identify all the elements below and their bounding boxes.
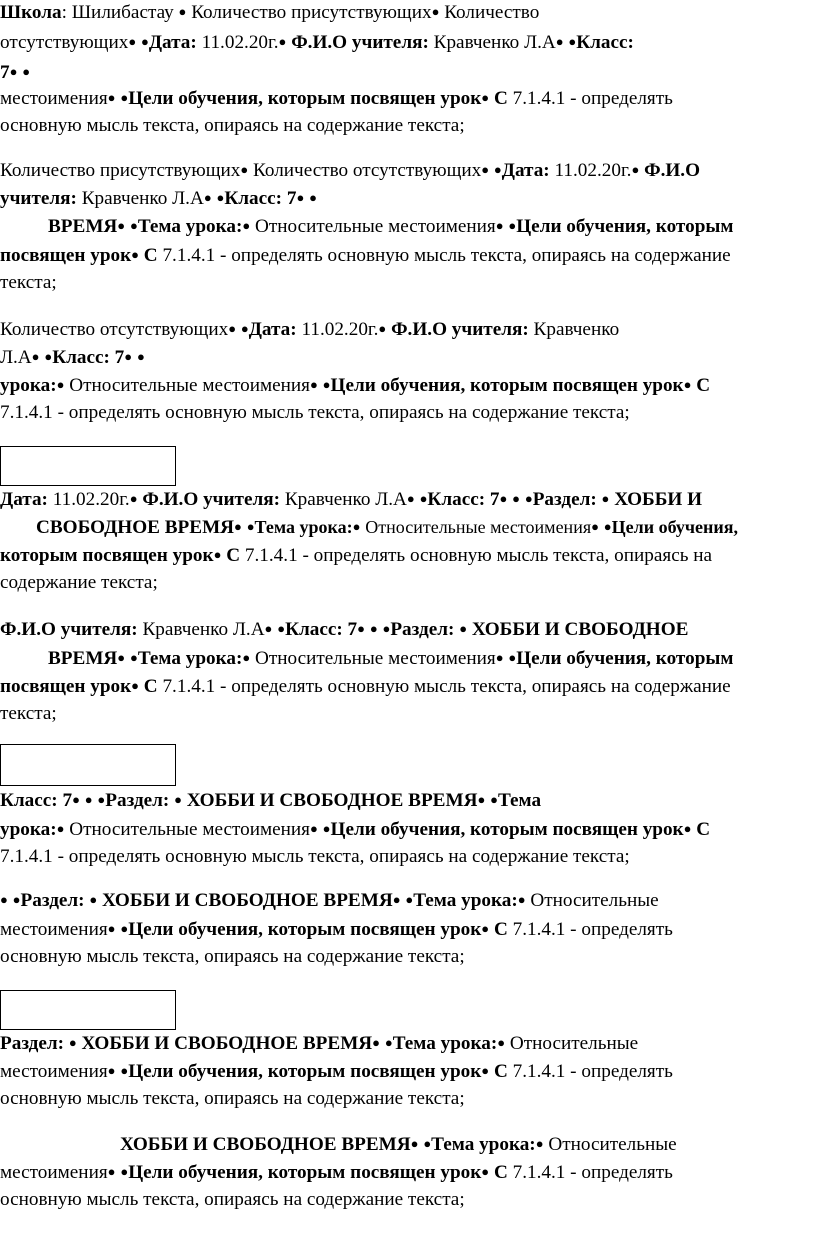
bullet-icon: ● — [603, 519, 612, 534]
class-full: Класс: 7 — [427, 489, 500, 510]
goals-code: С — [696, 819, 711, 840]
bullet-icon: ● — [382, 621, 391, 636]
bullet-icon: ● — [117, 650, 126, 665]
line — [0, 158, 700, 183]
teacher-label-b: учителя: — [0, 188, 77, 209]
bullet-icon: ● — [481, 1164, 490, 1179]
date-value: 11.02.20г. — [554, 160, 632, 181]
goals-label: Цели обучения, которым посвящен урок — [128, 919, 482, 940]
bullet-icon: ● — [372, 1035, 381, 1050]
line — [0, 317, 619, 342]
line — [0, 0, 539, 25]
line — [0, 60, 30, 85]
bullet-icon: ● — [524, 491, 533, 506]
section-value: ВРЕМЯ — [48, 648, 118, 669]
topic-value: местоимения — [0, 1162, 108, 1183]
line — [120, 1132, 677, 1157]
section-label: Раздел: — [0, 1033, 65, 1054]
section-value: ХОББИ И — [614, 489, 703, 510]
bullet-icon: ● — [499, 491, 508, 506]
goals-text: 7.1.4.1 - определять основную мысль текста, опираясь на содержание текста; — [0, 402, 630, 423]
goals-code: С — [493, 919, 508, 940]
bullet-icon: ● — [405, 892, 414, 907]
teacher-value: Кравченко Л.А — [284, 489, 407, 510]
goals-label: которым посвящен урок — [0, 545, 214, 566]
bullet-icon: ● — [406, 491, 415, 506]
date-label: Дата: — [248, 319, 297, 340]
goals-label: Цели обучения, которым — [516, 648, 734, 669]
bullet-icon: ● — [240, 321, 249, 336]
section-value: ХОББИ И СВОБОДНОЕ ВРЕМЯ — [186, 790, 478, 811]
line — [48, 214, 733, 239]
teacher-label: Ф.И.О учителя: — [0, 619, 138, 640]
line — [48, 646, 733, 671]
section-value: ХОББИ И СВОБОДНОЕ ВРЕМЯ — [102, 890, 393, 911]
bullet-icon: ● — [322, 821, 331, 836]
bullet-icon: ● — [178, 4, 187, 19]
topic-value: местоимения — [0, 88, 108, 109]
teacher-label: Ф.И.О учителя: — [291, 32, 429, 53]
bullet-icon: ● — [384, 1035, 393, 1050]
bullet-icon: ● — [56, 821, 65, 836]
bullet-icon: ● — [120, 90, 129, 105]
line — [0, 571, 158, 595]
bullet-icon: ● — [120, 1063, 129, 1078]
bullet-icon: ● — [568, 34, 577, 49]
bullet-icon: ● — [296, 190, 305, 205]
line — [0, 487, 702, 512]
bullet-icon: ● — [423, 1136, 432, 1151]
goals-label: Цели обучения, которым посвящен урок — [128, 1061, 482, 1082]
class-value: 7 — [0, 62, 10, 83]
bullet-icon: ● — [310, 377, 318, 392]
bullet-icon: ● — [107, 90, 116, 105]
bullet-icon: ● — [481, 921, 490, 936]
bullet-icon: ● — [508, 218, 517, 233]
bullet-icon: ● — [322, 377, 331, 392]
bullet-icon: ● — [107, 921, 116, 936]
bullet-icon: ● — [12, 892, 21, 907]
goals-text: основную мысль текста, опираясь на содержание текста; — [0, 1189, 465, 1210]
topic-label: Тема — [497, 790, 542, 811]
line — [0, 617, 688, 642]
bullet-icon: ● — [481, 1063, 490, 1078]
line — [0, 1160, 673, 1185]
absent-label: Количество отсутствующих — [0, 319, 229, 340]
bullet-icon: ● — [246, 519, 255, 534]
line — [0, 114, 465, 138]
date-label: Дата: — [148, 32, 197, 53]
goals-code: С — [143, 676, 158, 697]
bullet-icon: ● — [392, 892, 401, 907]
line — [0, 788, 541, 813]
date-label: Дата: — [0, 489, 48, 510]
bullet-icon: ● — [216, 190, 225, 205]
present-label: Количество присутствующих — [191, 2, 432, 23]
bullet-icon: ● — [431, 4, 440, 19]
goals-code: С — [493, 1162, 508, 1183]
line — [36, 515, 738, 540]
bullet-icon: ● — [495, 650, 504, 665]
teacher-label: Ф.И.О учителя: — [391, 319, 529, 340]
line — [0, 1188, 465, 1212]
goals-text: основную мысль текста, опираясь на содержание текста; — [0, 946, 465, 967]
bullet-icon: ● — [683, 377, 692, 392]
absent-word2: отсутствующих — [0, 32, 129, 53]
bullet-icon: ● — [535, 1136, 544, 1151]
teacher-first: Кравченко — [533, 319, 620, 340]
bullet-icon: ● — [242, 650, 251, 665]
school-label: Школа — [0, 2, 62, 23]
date-value: 11.02.20г. — [52, 489, 130, 510]
bullet-icon: ● — [124, 349, 133, 364]
bullet-icon: ● — [213, 547, 222, 562]
bullet-icon: ● — [497, 1035, 506, 1050]
bullet-icon: ● — [481, 90, 490, 105]
date-value: 11.02.20г. — [201, 32, 279, 53]
bullet-icon: ● — [369, 621, 378, 636]
bullet-icon: ● — [477, 792, 486, 807]
bullet-icon: ● — [508, 650, 517, 665]
goals-code: С — [226, 545, 241, 566]
bullet-icon: ● — [242, 218, 251, 233]
absent-label: Количество отсутствующих — [253, 160, 482, 181]
bullet-icon: ● — [234, 519, 242, 534]
goals-code: С — [696, 375, 711, 396]
bullet-icon: ● — [264, 621, 273, 636]
goals-code: С — [143, 245, 158, 266]
topic-value: местоимения — [0, 1061, 108, 1082]
bullet-icon: ● — [129, 650, 138, 665]
bullet-icon: ● — [9, 64, 18, 79]
topic-label: Тема урока: — [137, 648, 243, 669]
goals-label: Цели обучения, которым посвящен урок — [128, 1162, 482, 1183]
bullet-icon: ● — [131, 247, 139, 262]
class-full: Класс: 7 — [285, 619, 358, 640]
topic-label: Тема урока: — [392, 1033, 498, 1054]
topic-value: Относительные — [548, 1134, 677, 1155]
section-value: ВРЕМЯ — [48, 216, 118, 237]
line — [0, 271, 57, 295]
bullet-icon: ● — [72, 792, 80, 807]
topic-value: Относительные местоимения — [255, 648, 496, 669]
line — [0, 243, 731, 268]
bullet-icon: ● — [481, 162, 490, 177]
topic-value: Относительные местоимения — [365, 517, 592, 537]
line — [0, 817, 710, 842]
bullet-icon: ● — [84, 792, 93, 807]
line — [0, 345, 145, 370]
bullet-icon: ● — [129, 491, 138, 506]
bullet-icon: ● — [128, 34, 137, 49]
empty-box — [0, 990, 176, 1030]
bullet-icon: ● — [120, 1164, 129, 1179]
bullet-icon: ● — [44, 349, 53, 364]
bullet-icon: ● — [174, 792, 182, 807]
topic-label: Тема урока: — [254, 517, 353, 537]
empty-box — [0, 446, 176, 486]
bullet-icon: ● — [117, 218, 126, 233]
teacher-label-a: Ф.И.О — [644, 160, 701, 181]
teacher-value: Кравченко Л.А — [142, 619, 265, 640]
bullet-icon: ● — [277, 621, 286, 636]
bullet-icon: ● — [512, 491, 521, 506]
bullet-icon: ● — [203, 190, 212, 205]
class-label: Класс: — [576, 32, 634, 53]
bullet-icon: ● — [517, 892, 526, 907]
topic-value: Относительные местоимения — [69, 375, 310, 396]
bullet-icon: ● — [495, 218, 504, 233]
goals-text: содержание текста; — [0, 572, 158, 593]
topic-value: Относительные местоимения — [255, 216, 496, 237]
goals-label: посвящен урок — [0, 676, 132, 697]
line — [0, 86, 673, 111]
line — [0, 1031, 638, 1056]
class-full: Класс: 7 — [52, 347, 125, 368]
date-label: Дата: — [501, 160, 550, 181]
goals-label: Цели обучения, которым посвящен урок — [330, 375, 684, 396]
bullet-icon: ● — [129, 218, 138, 233]
bullet-icon: ● — [22, 64, 31, 79]
bullet-icon: ● — [631, 162, 640, 177]
line — [0, 702, 57, 726]
bullet-icon: ● — [352, 519, 361, 534]
bullet-icon: ● — [240, 162, 249, 177]
bullet-icon: ● — [459, 621, 468, 636]
goals-text: 7.1.4.1 - определять — [512, 88, 673, 109]
topic-label: урока: — [0, 819, 57, 840]
empty-box — [0, 744, 176, 786]
goals-text: основную мысль текста, опираясь на содержание текста; — [0, 115, 465, 136]
goals-label: Цели обучения, — [611, 517, 739, 537]
bullet-icon: ● — [131, 678, 139, 693]
bullet-icon: ● — [120, 921, 129, 936]
bullet-icon: ● — [89, 892, 98, 907]
line — [0, 945, 465, 969]
goals-text: текста; — [0, 703, 57, 724]
goals-text: основную мысль текста, опираясь на содержание текста; — [0, 1088, 465, 1109]
bullet-icon: ● — [107, 1164, 116, 1179]
bullet-icon: ● — [0, 892, 8, 907]
line — [0, 1059, 673, 1084]
bullet-icon: ● — [555, 34, 564, 49]
teacher-value: Кравченко Л.А — [81, 188, 204, 209]
line — [0, 1087, 465, 1111]
bullet-icon: ● — [490, 792, 498, 807]
topic-label: Тема урока: — [413, 890, 518, 911]
topic-value: Относительные — [530, 890, 659, 911]
bullet-icon: ● — [683, 821, 692, 836]
bullet-icon: ● — [56, 377, 65, 392]
goals-label: Цели обучения, которым посвящен урок — [330, 819, 684, 840]
line — [0, 186, 317, 211]
goals-label: Цели обучения, которым посвящен урок — [128, 88, 482, 109]
teacher-init: Л.А — [0, 347, 32, 368]
bullet-icon: ● — [68, 1035, 77, 1050]
goals-text: 7.1.4.1 - определять основную мысль текста, опираясь на содержание — [162, 676, 731, 697]
bullet-icon: ● — [309, 190, 317, 205]
bullet-icon: ● — [493, 162, 502, 177]
bullet-icon: ● — [410, 1136, 419, 1151]
topic-value: местоимения — [0, 919, 108, 940]
goals-text: 7.1.4.1 - определять — [512, 919, 673, 940]
goals-label: Цели обучения, которым — [516, 216, 734, 237]
bullet-icon: ● — [136, 349, 145, 364]
topic-label: урока: — [0, 375, 57, 396]
class-full: Класс: 7 — [0, 790, 73, 811]
bullet-icon: ● — [278, 34, 287, 49]
bullet-icon: ● — [140, 34, 149, 49]
line — [0, 401, 630, 425]
goals-code: С — [493, 88, 508, 109]
bullet-icon: ● — [601, 491, 610, 506]
present-label: Количество присутствующих — [0, 160, 241, 181]
goals-text: текста; — [0, 272, 57, 293]
topic-value: Относительные — [509, 1033, 639, 1054]
section-label: Раздел: — [105, 790, 170, 811]
bullet-icon: ● — [310, 821, 318, 836]
goals-code: С — [493, 1061, 508, 1082]
section-label: Раздел: — [390, 619, 455, 640]
class-full: Класс: 7 — [224, 188, 297, 209]
goals-text: 7.1.4.1 - определять основную мысль текста, опираясь на — [244, 545, 713, 566]
line — [0, 30, 634, 55]
bullet-icon: ● — [107, 1063, 116, 1078]
school-value: : Шилибастау — [61, 2, 174, 23]
bullet-icon: ● — [357, 621, 366, 636]
bullet-icon: ● — [97, 792, 106, 807]
line — [0, 543, 712, 568]
absent-word: Количество — [444, 2, 540, 23]
section-value: ХОББИ И СВОБОДНОЕ ВРЕМЯ — [81, 1033, 373, 1054]
bullet-icon: ● — [591, 519, 599, 534]
goals-text: 7.1.4.1 - определять основную мысль текста, опираясь на содержание текста; — [0, 846, 630, 867]
goals-label: посвящен урок — [0, 245, 132, 266]
bullet-icon: ● — [419, 491, 428, 506]
section-value: ХОББИ И СВОБОДНОЕ ВРЕМЯ — [120, 1134, 411, 1155]
topic-value: Относительные местоимения — [69, 819, 310, 840]
line — [0, 845, 630, 869]
section-label: Раздел: — [20, 890, 85, 911]
section-value: ХОББИ И СВОБОДНОЕ — [471, 619, 689, 640]
goals-text: 7.1.4.1 - определять — [512, 1061, 673, 1082]
teacher-label: Ф.И.О учителя: — [142, 489, 281, 510]
bullet-icon: ● — [31, 349, 40, 364]
goals-text: 7.1.4.1 - определять — [512, 1162, 673, 1183]
line — [0, 674, 731, 699]
section-value: СВОБОДНОЕ ВРЕМЯ — [36, 517, 235, 538]
teacher-value: Кравченко Л.А — [433, 32, 556, 53]
bullet-icon: ● — [228, 321, 237, 336]
bullet-icon: ● — [378, 321, 387, 336]
topic-label: Тема урока: — [431, 1134, 536, 1155]
line — [0, 917, 673, 942]
topic-label: Тема урока: — [137, 216, 243, 237]
goals-text: 7.1.4.1 - определять основную мысль текста, опираясь на содержание — [162, 245, 731, 266]
section-label: Раздел: — [532, 489, 597, 510]
line — [0, 373, 710, 398]
line — [0, 888, 659, 913]
date-value: 11.02.20г. — [301, 319, 379, 340]
